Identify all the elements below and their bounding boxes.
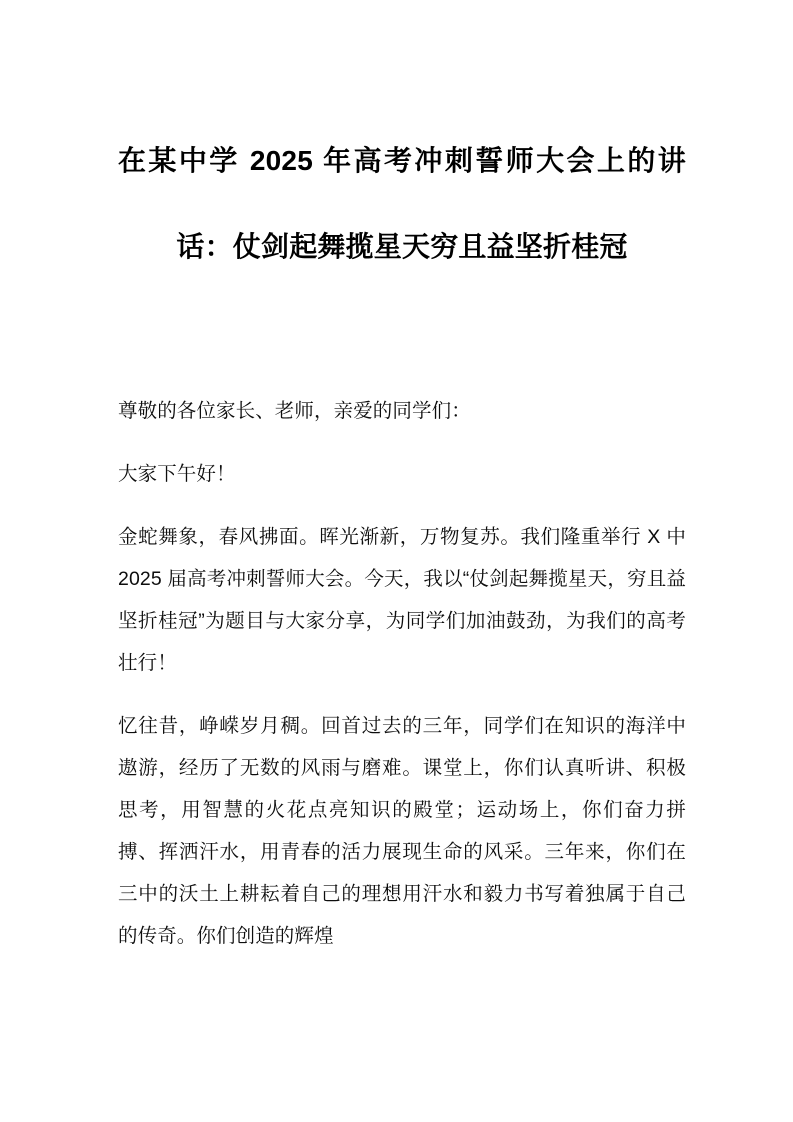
paragraph-retrospective: 忆往昔，峥嵘岁月稠。回首过去的三年，同学们在知识的海洋中遨游，经历了无数的风雨与磨难。课堂上，你们认真听讲、积极思考，用智慧的火花点亮知识的殿堂；运动场上，你们奋力拼搏、挥洒汗水，用青春的活力展现生命的风采。三年来，你们在三中的沃土上耕耘着自己的理想用汗水和毅力书写着独属于自己的传奇。你们创造的辉煌 [118, 715, 686, 947]
document-content [118, 0, 686, 957]
paragraph-opening: 金蛇舞象，春风拂面。晖光渐新，万物复苏。我们隆重举行 X 中 2025 届高考冲刺誓师大会。今天，我以“仗剑起舞揽星天，穷且益坚折桂冠”为题目与大家分享，为同学们加油鼓劲，为我们的高考壮行！ [118, 526, 686, 674]
page-title-line-1: 在某中学 2025 年高考冲刺誓师大会上的讲 [118, 145, 686, 176]
document-body [118, 390, 686, 957]
page-title [118, 0, 686, 290]
paragraph-greeting: 大家下午好！ [118, 463, 236, 485]
paragraph-salutation: 尊敬的各位家长、老师，亲爱的同学们： [118, 400, 471, 422]
page-title-line-2: 话：仗剑起舞揽星天穷且益坚折桂冠 [176, 231, 628, 262]
